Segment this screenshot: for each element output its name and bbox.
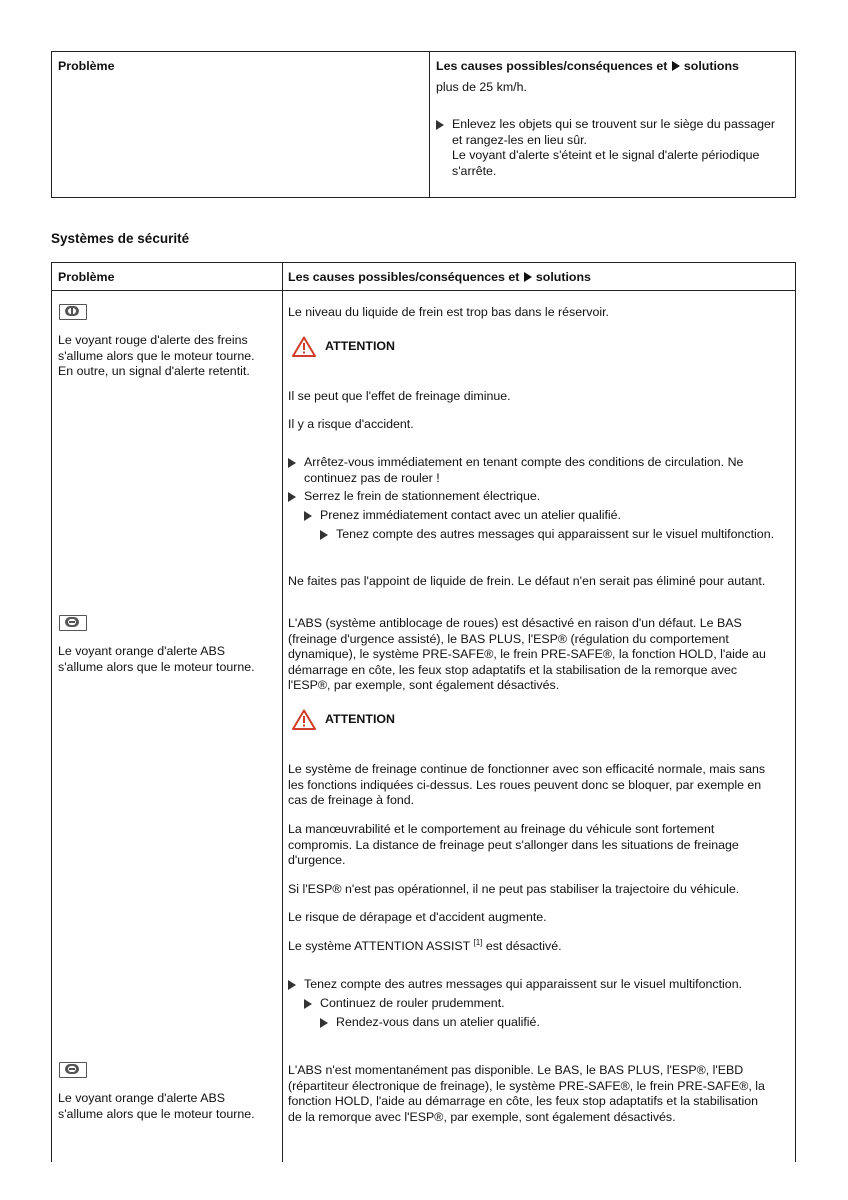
solution-step: Prenez immédiatement contact avec un atelier qualifié. <box>304 508 790 524</box>
triangle-bullet-icon <box>524 272 532 282</box>
warning-text: Le système de freinage continue de fonctionner avec son efficacité normale, mais sans les fonctions indiquées ci-dessus. Les roues peuvent donc se bloquer, par exemple en cas de freinage à fond. <box>288 762 766 807</box>
solution-step: Rendez-vous dans un atelier qualifié. <box>320 1015 796 1031</box>
row3-problem: Le voyant orange d'alerte ABS s'allume alors que le moteur tourne. <box>58 1091 255 1121</box>
solution-step: Enlevez les objets qui se trouvent sur le siège du passager et rangez-les en lieu sûr. Le voyant d'alerte s'éteint et le signal d'alerte périodique s'arrête. <box>436 117 802 179</box>
triangle-bullet-icon <box>436 120 444 130</box>
warning-text: Si l'ESP® n'est pas opérationnel, il ne peut pas stabiliser la trajectoire du véhicule. <box>288 882 740 896</box>
problem-table-continued <box>51 51 796 198</box>
col-header-causes: Les causes possibles/conséquences et solutions <box>436 59 739 73</box>
solution-step: Continuez de rouler prudemment. <box>304 996 800 1012</box>
warning-triangle-icon <box>292 709 316 730</box>
warning-text: Il y a risque d'accident. <box>288 417 414 431</box>
solution-step: Tenez compte des autres messages qui apparaissent sur le visuel multifonction. <box>288 977 804 993</box>
solution-step: Arrêtez-vous immédiatement en tenant compte des conditions de circulation. Ne continuez pas de rouler ! <box>288 455 804 486</box>
warning-text: La manœuvrabilité et le comportement au freinage du véhicule sont fortement compromis. La distance de freinage peut s'allonger dans les situations de freinage d'urgence. <box>288 822 739 867</box>
triangle-bullet-icon <box>288 492 296 502</box>
row1-note: Ne faites pas l'appoint de liquide de frein. Le défaut n'en serait pas éliminé pour autant. <box>288 574 766 588</box>
triangle-bullet-icon <box>304 511 312 521</box>
warning-triangle-icon <box>292 336 316 357</box>
triangle-bullet-icon <box>320 1018 328 1028</box>
col-header-problem: Problème <box>58 270 115 284</box>
triangle-bullet-icon <box>304 999 312 1009</box>
col-header-problem: Problème <box>58 59 115 73</box>
header-divider <box>52 290 795 291</box>
abs-warning-lamp-icon <box>59 615 87 631</box>
row2-problem: Le voyant orange d'alerte ABS s'allume alors que le moteur tourne. <box>58 644 255 674</box>
row1-cause: Le niveau du liquide de frein est trop bas dans le réservoir. <box>288 305 609 319</box>
safety-systems-table <box>51 262 796 1162</box>
warning-text: Le risque de dérapage et d'accident augmente. <box>288 910 547 924</box>
brake-warning-lamp-icon <box>59 304 87 320</box>
continued-text: plus de 25 km/h. <box>436 80 527 94</box>
section-title: Systèmes de sécurité <box>51 231 190 246</box>
warning-notice: ATTENTION <box>292 709 395 730</box>
col-header-causes: Les causes possibles/conséquences et solutions <box>288 270 591 284</box>
row3-cause: L'ABS n'est momentanément pas disponible. Le BAS, le BAS PLUS, l'ESP®, l'EBD (répartiteur électronique de freinage), le système PRE-SAFE®, le frein PRE-SAFE®, la fonction HOLD, l'aide au démarrage en côte, les feux stop adaptatifs et la stabilisation de la remorque avec l'ESP®, par exemple, sont également désactivés. <box>288 1063 765 1124</box>
triangle-bullet-icon <box>672 61 680 71</box>
warning-text: Il se peut que l'effet de freinage diminue. <box>288 389 511 403</box>
warning-notice: ATTENTION <box>292 336 395 357</box>
solution-step: Tenez compte des autres messages qui apparaissent sur le visuel multifonction. <box>320 527 806 543</box>
abs-warning-lamp-icon <box>59 1062 87 1078</box>
solution-step: Serrez le frein de stationnement électrique. <box>288 489 784 505</box>
warning-text: Le système ATTENTION ASSIST [1] est désactivé. <box>288 938 562 953</box>
column-divider <box>282 263 283 1162</box>
triangle-bullet-icon <box>288 458 296 468</box>
row1-problem: Le voyant rouge d'alerte des freins s'allume alors que le moteur tourne. En outre, un signal d'alerte retentit. <box>58 333 255 378</box>
row2-cause: L'ABS (système antiblocage de roues) est désactivé en raison d'un défaut. Le BAS (freinage d'urgence assisté), le BAS PLUS, l'ESP® (régulation du comportement dynamique), le système PRE-SAFE®, le frein PRE-SAFE®, la fonction HOLD, l'aide au démarrage en côte, les feux stop adaptatifs et la stabilisation de la remorque avec l'ESP®, par exemple, sont également désactivés. <box>288 616 766 692</box>
triangle-bullet-icon <box>288 980 296 990</box>
column-divider <box>429 52 430 197</box>
triangle-bullet-icon <box>320 530 328 540</box>
